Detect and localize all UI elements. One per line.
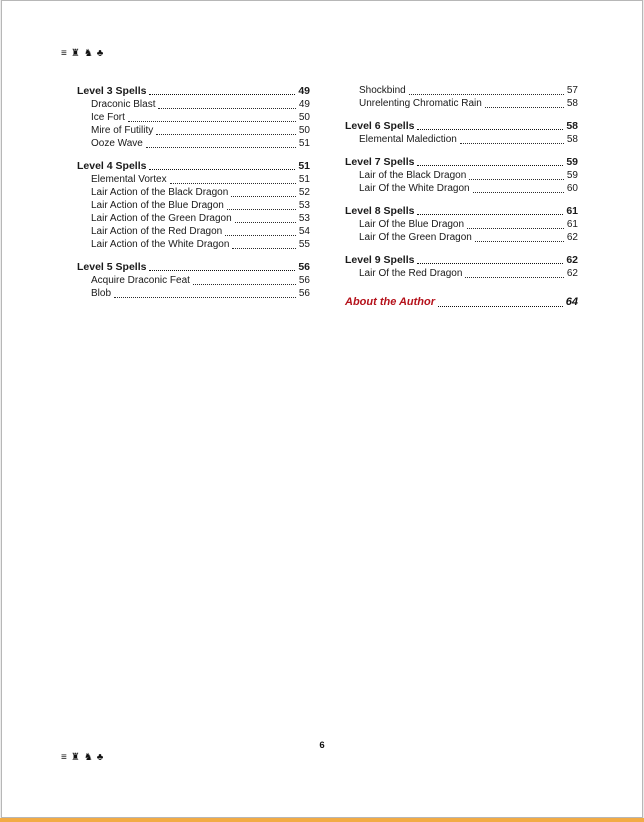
dot-leader <box>485 107 564 108</box>
dot-leader <box>156 134 296 135</box>
toc-entry-page: 50 <box>298 125 310 136</box>
dot-leader <box>469 179 564 180</box>
footer-ornaments <box>61 753 103 763</box>
dot-leader <box>170 183 296 184</box>
toc-entry-page: 60 <box>566 183 578 194</box>
castle-icon: ♜ <box>70 752 80 763</box>
toc-column <box>345 84 578 310</box>
dot-leader <box>417 129 563 130</box>
toc-entry-page: 64 <box>565 296 578 308</box>
toc-entry-page: 53 <box>298 213 310 224</box>
dot-leader <box>473 192 564 193</box>
dot-leader <box>235 222 296 223</box>
toc-entry-label: Lair Action of the White Dragon <box>91 239 230 250</box>
dot-leader <box>465 277 563 278</box>
toc-entry-page: 52 <box>298 187 310 198</box>
toc-entry-label: Level 7 Spells <box>345 156 415 168</box>
toc-section-heading[interactable] <box>345 253 578 267</box>
toc-entry[interactable] <box>77 225 310 238</box>
toc-section-heading[interactable] <box>345 119 578 133</box>
toc-entry-label: Ooze Wave <box>91 138 143 149</box>
toc-entry-page: 58 <box>566 98 578 109</box>
toc-entry-label: Lair Of the White Dragon <box>359 183 470 194</box>
toc-entry-label: Level 8 Spells <box>345 205 415 217</box>
toc-entry-page: 51 <box>298 138 310 149</box>
toc-entry-page: 50 <box>298 112 310 123</box>
toc-entry-page: 62 <box>566 232 578 243</box>
dot-leader <box>149 270 295 271</box>
toc-entry-label: Acquire Draconic Feat <box>91 275 190 286</box>
toc-entry-label: Blob <box>91 288 112 299</box>
toc-entry[interactable] <box>77 173 310 186</box>
dot-leader <box>149 169 295 170</box>
toc-entry[interactable] <box>345 182 578 195</box>
toc-entry-page: 62 <box>566 254 578 266</box>
toc-entry[interactable] <box>345 267 578 280</box>
toc-entry[interactable] <box>77 274 310 287</box>
toc-columns <box>77 84 578 310</box>
toc-entry-label: Elemental Malediction <box>359 134 457 145</box>
toc-entry-page: 56 <box>298 288 310 299</box>
toc-entry-label: Shockbind <box>359 85 406 96</box>
toc-entry-page: 56 <box>298 261 310 273</box>
toc-entry-label: Level 5 Spells <box>77 261 147 273</box>
dot-leader <box>158 108 295 109</box>
toc-entry-label: Level 9 Spells <box>345 254 415 266</box>
toc-entry-page: 51 <box>298 160 310 172</box>
table-of-contents <box>77 84 578 310</box>
toc-entry-page: 58 <box>566 120 578 132</box>
dot-leader <box>128 121 296 122</box>
toc-entry-page: 56 <box>298 275 310 286</box>
toc-entry[interactable] <box>77 111 310 124</box>
toc-entry-label: Lair of the Black Dragon <box>359 170 467 181</box>
toc-entry-label: Level 3 Spells <box>77 85 147 97</box>
toc-entry-page: 55 <box>298 239 310 250</box>
toc-entry-label: Lair Of the Green Dragon <box>359 232 472 243</box>
toc-entry-label: Lair Of the Blue Dragon <box>359 219 465 230</box>
toc-entry-page: 49 <box>298 85 310 97</box>
toc-entry[interactable] <box>345 169 578 182</box>
toc-section-heading[interactable] <box>77 84 310 98</box>
toc-entry[interactable] <box>345 231 578 244</box>
dot-leader <box>227 209 296 210</box>
dot-leader <box>475 241 564 242</box>
club-icon: ♣ <box>96 48 104 59</box>
dot-leader <box>467 228 564 229</box>
dot-leader <box>149 94 295 95</box>
toc-entry[interactable] <box>345 218 578 231</box>
toc-entry-label: Draconic Blast <box>91 99 156 110</box>
dot-leader <box>438 306 563 307</box>
toc-entry[interactable] <box>77 186 310 199</box>
knight-icon: ♞ <box>83 752 93 763</box>
lines-icon: ≡ <box>61 48 67 59</box>
toc-entry-page: 59 <box>566 156 578 168</box>
toc-entry-label: Ice Fort <box>91 112 125 123</box>
toc-entry-label: Elemental Vortex <box>91 174 167 185</box>
dot-leader <box>417 263 563 264</box>
toc-entry-page: 54 <box>298 226 310 237</box>
toc-entry-page: 61 <box>566 219 578 230</box>
toc-entry-label: Mire of Futility <box>91 125 154 136</box>
toc-entry[interactable] <box>77 137 310 150</box>
dot-leader <box>409 94 564 95</box>
toc-entry-label: Unrelenting Chromatic Rain <box>359 98 482 109</box>
toc-entry[interactable] <box>345 97 578 110</box>
dot-leader <box>232 248 295 249</box>
toc-entry[interactable] <box>345 133 578 146</box>
toc-section-heading[interactable] <box>77 159 310 173</box>
toc-entry[interactable] <box>345 84 578 97</box>
lines-icon: ≡ <box>61 752 67 763</box>
page-edge-strip <box>0 818 644 822</box>
dot-leader <box>417 165 563 166</box>
toc-entry[interactable] <box>77 212 310 225</box>
toc-entry[interactable] <box>77 287 310 300</box>
dot-leader <box>193 284 296 285</box>
club-icon: ♣ <box>96 752 104 763</box>
toc-entry-label: About the Author <box>345 296 436 308</box>
toc-entry-label: Level 4 Spells <box>77 160 147 172</box>
toc-entry-page: 51 <box>298 174 310 185</box>
dot-leader <box>225 235 296 236</box>
dot-leader <box>231 196 296 197</box>
toc-entry[interactable] <box>77 238 310 251</box>
toc-section-heading[interactable] <box>77 260 310 274</box>
toc-section-heading[interactable] <box>345 204 578 218</box>
toc-entry-label: Lair Action of the Red Dragon <box>91 226 223 237</box>
document-page <box>1 0 643 818</box>
toc-entry-page: 58 <box>566 134 578 145</box>
toc-entry-label: Lair Action of the Blue Dragon <box>91 200 224 211</box>
toc-entry-page: 62 <box>566 268 578 279</box>
toc-entry-page: 57 <box>566 85 578 96</box>
page-number: 6 <box>319 740 325 751</box>
dot-leader <box>460 143 564 144</box>
dot-leader <box>114 297 296 298</box>
toc-entry-page: 49 <box>298 99 310 110</box>
toc-entry-label: Lair Action of the Green Dragon <box>91 213 232 224</box>
knight-icon: ♞ <box>83 48 93 59</box>
toc-column <box>77 84 310 310</box>
toc-entry-label: Lair Action of the Black Dragon <box>91 187 229 198</box>
toc-entry[interactable] <box>77 199 310 212</box>
toc-entry[interactable] <box>77 98 310 111</box>
toc-about-author[interactable] <box>345 295 578 310</box>
toc-entry-page: 59 <box>566 170 578 181</box>
dot-leader <box>417 214 563 215</box>
toc-entry-page: 53 <box>298 200 310 211</box>
toc-entry[interactable] <box>77 124 310 137</box>
toc-entry-page: 61 <box>566 205 578 217</box>
dot-leader <box>146 147 296 148</box>
castle-icon: ♜ <box>70 48 80 59</box>
toc-entry-label: Level 6 Spells <box>345 120 415 132</box>
toc-entry-label: Lair Of the Red Dragon <box>359 268 463 279</box>
header-ornaments <box>61 49 103 59</box>
toc-section-heading[interactable] <box>345 155 578 169</box>
